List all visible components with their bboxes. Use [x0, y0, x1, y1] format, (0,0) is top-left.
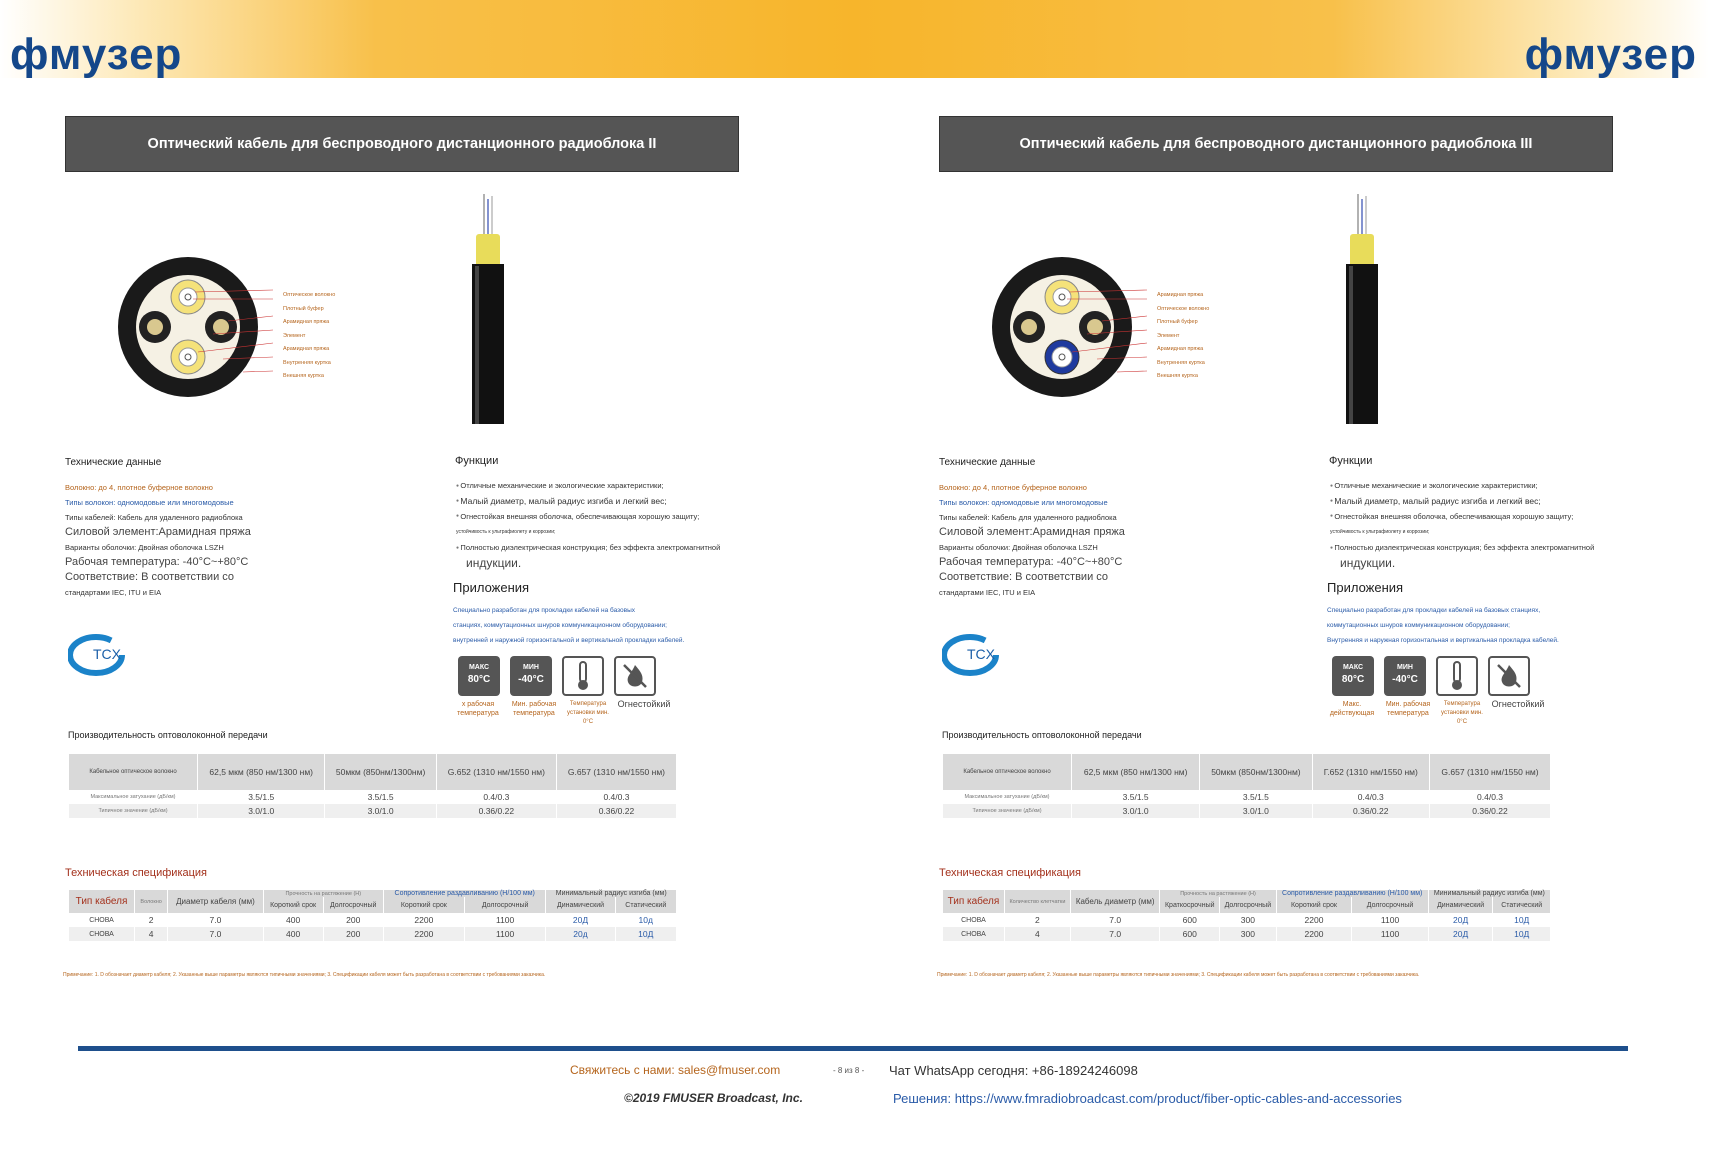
tech-data-heading: Технические данные	[939, 457, 1036, 468]
footer-contact[interactable]: Свяжитесь с нами: sales@fmuser.com	[570, 1063, 781, 1077]
cross-section-labels	[1157, 289, 1209, 384]
perf-cell: 0.4/0.3	[436, 790, 556, 804]
panel-title: Оптический кабель для беспроводного дистанционного радиоблока II	[65, 116, 739, 172]
perf-cell: 0.4/0.3	[1430, 790, 1550, 804]
spec-cell: 20Д	[1428, 913, 1493, 927]
spec-header: Волокно	[135, 890, 168, 913]
perf-header: G.652 (1310 нм/1550 нм)	[436, 754, 556, 790]
min-temp-label: Мин. рабочая температура	[511, 701, 557, 717]
spec-cell: 20д	[546, 927, 615, 941]
max-temp-label: Макс. действующая	[1329, 701, 1375, 717]
application-item: Специально разработан для прокладки кабелей на базовых станциях,	[1327, 607, 1541, 614]
functions-list	[456, 478, 720, 571]
spec-item: Рабочая температура: -40°C~+80°C	[939, 556, 1123, 568]
panel-right	[937, 114, 1617, 994]
spec-cell: 1100	[1352, 927, 1428, 941]
application-item: Внутренняя и наружная горизонтальная и вертикальная прокладка кабелей.	[1327, 637, 1559, 644]
cross-label: Арамидная пряжа	[283, 319, 330, 325]
tcx-logo: TCX	[68, 634, 130, 676]
tech-specs-list	[939, 480, 1125, 600]
functions-heading: Функции	[1329, 455, 1373, 467]
spec-cell: 2200	[383, 913, 464, 927]
thermometer-icon	[562, 656, 604, 696]
perf-cell: 0.4/0.3	[556, 790, 676, 804]
spec-subheader: Динамический	[1428, 897, 1493, 913]
perf-cell: 3.5/1.5	[198, 790, 325, 804]
spec-cell: 2	[135, 913, 168, 927]
spec-cell: 7.0	[168, 913, 263, 927]
perf-cell: 3.0/1.0	[1200, 804, 1312, 818]
functions-list	[1330, 478, 1594, 571]
applications-heading: Приложения	[453, 580, 530, 595]
spec-cell: 4	[1004, 927, 1070, 941]
spec-item: Силовой элемент:Арамидная пряжа	[939, 526, 1125, 538]
spec-table-title: Техническая спецификация	[65, 867, 208, 879]
spec-cell: 600	[1160, 913, 1220, 927]
spec-cell: 4	[135, 927, 168, 941]
applications-list	[453, 603, 684, 648]
perf-cell: 3.5/1.5	[1200, 790, 1312, 804]
perf-header: 62,5 мкм (850 нм/1300 нм)	[1072, 754, 1200, 790]
spec-item: Соответствие: В соответствии со	[65, 571, 235, 583]
spec-header: Минимальный радиус изгиба (мм)	[546, 890, 676, 897]
performance-title: Производительность оптоволоконной передачи	[68, 730, 268, 740]
cross-label: Внутренняя куртка	[283, 359, 331, 366]
function-item: ● Отличные механические и экологические характеристики;	[456, 478, 720, 494]
perf-cell: Типичное значение (дБ/км)	[69, 804, 198, 818]
perf-header: G.657 (1310 нм/1550 нм)	[556, 754, 676, 790]
spec-header: Минимальный радиус изгиба (мм)	[1428, 890, 1550, 897]
perf-cell: 3.0/1.0	[198, 804, 325, 818]
min-temp-icon: МИН -40°C	[1384, 656, 1426, 696]
performance-table	[68, 754, 676, 818]
panel-title: Оптический кабель для беспроводного дистанционного радиоблока III	[939, 116, 1613, 172]
spec-item: Типы кабелей: Кабель для удаленного радиоблока	[65, 513, 243, 522]
spec-subheader: Краткосрочный	[1160, 897, 1220, 913]
spec-item: Типы волокон: одномодовые или многомодовые	[65, 498, 234, 507]
spec-cell: 10д	[615, 913, 676, 927]
perf-cell: 0.36/0.22	[1430, 804, 1550, 818]
spec-cell: 1100	[464, 913, 546, 927]
spec-cell: 7.0	[1071, 913, 1160, 927]
feature-icons	[1332, 656, 1530, 696]
function-item: ● Малый диаметр, малый радиус изгиба и легкий вес;	[1330, 494, 1594, 509]
spec-cell: 20Д	[546, 913, 615, 927]
perf-cell: 0.36/0.22	[1312, 804, 1430, 818]
spec-cell: СНОВА	[943, 913, 1005, 927]
spec-header: Диаметр кабеля (мм)	[168, 890, 263, 913]
perf-cell: 0.36/0.22	[436, 804, 556, 818]
spec-item: Типы волокон: одномодовые или многомодовые	[939, 498, 1108, 507]
min-temp-icon: МИН -40°C	[510, 656, 552, 696]
spec-item: Силовой элемент:Арамидная пряжа	[65, 526, 251, 538]
function-item: ● Отличные механические и экологические характеристики;	[1330, 478, 1594, 494]
table-note: Примечание: 1. D обозначает диаметр кабеля; 2. Указанные выше параметры являются типичными значениями; 3. Спецификации кабеля может быть разработана в соответствии с требованиями заказчика.	[937, 972, 1420, 978]
spec-subheader: Короткий срок	[383, 897, 464, 913]
fire-resistant-icon	[1488, 656, 1530, 696]
cross-label: Плотный буфер	[1157, 319, 1198, 325]
spec-cell: 200	[323, 927, 383, 941]
cross-label: Плотный буфер	[283, 305, 324, 312]
spec-item: Варианты оболочки: Двойная оболочка LSZH	[939, 543, 1098, 552]
perf-header: 62,5 мкм (850 нм/1300 нм)	[198, 754, 325, 790]
spec-subheader: Долгосрочный	[464, 897, 546, 913]
spec-cell: СНОВА	[69, 913, 135, 927]
spec-subheader: Долгосрочный	[323, 897, 383, 913]
logo-right: фмузер	[1524, 30, 1697, 79]
spec-cell: 10Д	[1493, 927, 1550, 941]
spec-item: Рабочая температура: -40°C~+80°C	[65, 556, 249, 568]
cross-section-labels	[283, 289, 335, 384]
spec-cell: 7.0	[168, 927, 263, 941]
spec-cell: 1100	[464, 927, 546, 941]
spec-cell: 200	[323, 913, 383, 927]
spec-cell: 2200	[1276, 927, 1352, 941]
spec-cell: 20Д	[1428, 927, 1493, 941]
application-item: станциях, коммутационных шнуров коммуникационном оборудовании;	[453, 622, 667, 629]
cable-side-view-image	[1332, 194, 1392, 424]
spec-table	[942, 890, 1550, 941]
spec-cell: 7.0	[1071, 927, 1160, 941]
cross-label: Оптическое волокно	[1157, 305, 1210, 312]
cross-label: Оптическое волокно	[283, 292, 336, 298]
function-item: индукции.	[1340, 555, 1396, 570]
min-temp-label: Мин. рабочая температура	[1385, 701, 1431, 717]
fire-resistant-icon	[614, 656, 656, 696]
spec-subheader: Долгосрочный	[1220, 897, 1277, 913]
cross-label: Внутренняя куртка	[1157, 359, 1205, 366]
spec-cell: СНОВА	[943, 927, 1005, 941]
spec-header: Сопротивление раздавливанию (Н/100 мм)	[383, 890, 546, 897]
tech-specs-list	[65, 480, 251, 600]
feature-icons	[458, 656, 656, 696]
spec-item: Волокно: до 4, плотное буферное волокно	[939, 483, 1087, 492]
spec-subheader: Статический	[1493, 897, 1550, 913]
cross-label: Арамидная пряжа	[283, 346, 330, 352]
spec-cell: 400	[263, 913, 323, 927]
cable-side-view-image	[458, 194, 518, 424]
spec-subheader: Динамический	[546, 897, 615, 913]
spec-header: Прочность на растяжение (Н)	[1160, 890, 1276, 897]
perf-header: Кабельное оптическое волокно	[69, 754, 198, 790]
spec-item: стандартами IEC, ITU и EIA	[65, 588, 162, 597]
perf-header: Кабельное оптическое волокно	[943, 754, 1072, 790]
max-temp-label: х рабочая температура	[457, 701, 499, 717]
spec-cell: 300	[1220, 927, 1277, 941]
function-item: ● Полностью диэлектрическая конструкция; без эффекта электромагнитной	[456, 540, 720, 556]
spec-item: Типы кабелей: Кабель для удаленного радиоблока	[939, 513, 1117, 522]
spec-cell: 1100	[1352, 913, 1428, 927]
spec-cell: 400	[263, 927, 323, 941]
spec-header: Прочность на растяжение (Н)	[263, 890, 383, 897]
spec-item: Волокно: до 4, плотное буферное волокно	[65, 483, 213, 492]
spec-cell: 2	[1004, 913, 1070, 927]
perf-header: Г.652 (1310 нм/1550 нм)	[1312, 754, 1430, 790]
spec-subheader: Короткий срок	[263, 897, 323, 913]
perf-cell: 3.5/1.5	[1072, 790, 1200, 804]
spec-cell: 300	[1220, 913, 1277, 927]
spec-item: Варианты оболочки: Двойная оболочка LSZH	[65, 543, 224, 552]
spec-header: Тип кабеля	[69, 890, 135, 913]
cross-label: Арамидная пряжа	[1157, 346, 1204, 352]
thermometer-icon	[1436, 656, 1478, 696]
spec-cell: 2200	[383, 927, 464, 941]
function-item: ● Огнестойкая внешняя оболочка, обеспечивающая хорошую защиту;	[456, 509, 720, 525]
cross-label: Элемент	[1157, 332, 1180, 339]
spec-cell: 600	[1160, 927, 1220, 941]
fire-resistant-label: Огнестойкий	[1491, 699, 1545, 709]
spec-subheader: Долгосрочный	[1352, 897, 1428, 913]
perf-cell: 3.0/1.0	[325, 804, 436, 818]
tech-data-heading: Технические данные	[65, 457, 162, 468]
install-temp-label: Температура установки мин. 0°C	[567, 701, 609, 725]
perf-cell: Типичное значение (дБ/км)	[943, 804, 1072, 818]
spec-header: Тип кабеля	[943, 890, 1005, 913]
spec-table-title: Техническая спецификация	[939, 867, 1082, 879]
function-item: устойчивость к ультрафиолету и коррозии;	[1330, 529, 1430, 536]
application-item: внутренней и наружной горизонтальной и вертикальной прокладки кабелей.	[453, 637, 685, 644]
fire-resistant-label: Огнестойкий	[617, 699, 671, 709]
tcx-logo: TCX	[942, 634, 1004, 676]
performance-table	[942, 754, 1550, 818]
cable-cross-section-image	[987, 254, 1277, 404]
cross-label: Внешняя куртка	[283, 373, 324, 379]
panel-left	[63, 114, 743, 994]
performance-title: Производительность оптоволоконной передачи	[942, 730, 1142, 740]
logo-left: фмузер	[10, 30, 183, 79]
function-item: устойчивость к ультрафиолету и коррозии;	[456, 529, 556, 536]
function-item: индукции.	[466, 555, 522, 570]
cross-label: Элемент	[283, 332, 306, 339]
page-number: - 8 из 8 -	[833, 1066, 865, 1075]
application-item: Специально разработан для прокладки кабелей на базовых	[453, 607, 636, 614]
functions-heading: Функции	[455, 455, 499, 467]
function-item: ● Огнестойкая внешняя оболочка, обеспечивающая хорошую защиту;	[1330, 509, 1594, 525]
max-temp-icon: МАКС 80°C	[458, 656, 500, 696]
spec-subheader: Короткий срок	[1276, 897, 1352, 913]
spec-header: Кабель диаметр (мм)	[1071, 890, 1160, 913]
header-banner	[0, 0, 1709, 78]
perf-cell: 0.4/0.3	[1312, 790, 1430, 804]
max-temp-icon: МАКС 80°C	[1332, 656, 1374, 696]
install-temp-label: Температура установки мин. 0°C	[1441, 701, 1483, 725]
perf-cell: 0.36/0.22	[556, 804, 676, 818]
spec-item: стандартами IEC, ITU и EIA	[939, 588, 1036, 597]
footer-whatsapp[interactable]: Чат WhatsApp сегодня: +86-18924246098	[889, 1063, 1138, 1078]
perf-header: 50мкм (850нм/1300нм)	[1200, 754, 1312, 790]
applications-list	[1327, 603, 1559, 648]
spec-header: Сопротивление раздавливанию (Н/100 мм)	[1276, 890, 1428, 897]
cable-cross-section-image	[113, 254, 403, 404]
spec-cell: 10Д	[1493, 913, 1550, 927]
perf-cell: 3.0/1.0	[1072, 804, 1200, 818]
spec-subheader: Статический	[615, 897, 676, 913]
function-item: ● Малый диаметр, малый радиус изгиба и легкий вес;	[456, 494, 720, 509]
spec-item: Соответствие: В соответствии со	[939, 571, 1109, 583]
function-item: ● Полностью диэлектрическая конструкция; без эффекта электромагнитной	[1330, 540, 1594, 556]
cross-label: Внешняя куртка	[1157, 373, 1198, 379]
spec-cell: СНОВА	[69, 927, 135, 941]
spec-cell: 2200	[1276, 913, 1352, 927]
perf-header: G.657 (1310 нм/1550 нм)	[1430, 754, 1550, 790]
footer-copyright: ©2019 FMUSER Broadcast, Inc.	[624, 1091, 803, 1105]
perf-header: 50мкм (850нм/1300нм)	[325, 754, 436, 790]
application-item: коммутационных шнуров коммуникационном оборудовании;	[1327, 622, 1510, 629]
spec-header: Количество клетчатки	[1004, 890, 1070, 913]
footer-solutions-link[interactable]: Решения: https://www.fmradiobroadcast.com/product/fiber-optic-cables-and-accessories	[893, 1091, 1402, 1106]
cross-label: Арамидная пряжа	[1157, 292, 1204, 298]
perf-cell: Максимальное затухание (дБ/км)	[69, 790, 198, 804]
table-note: Примечание: 1. D обозначает диаметр кабеля; 2. Указанные выше параметры являются типичными значениями; 3. Спецификации кабеля может быть разработана в соответствии с требованиями заказчика.	[63, 972, 546, 978]
spec-table	[68, 890, 676, 941]
spec-cell: 10Д	[615, 927, 676, 941]
perf-cell: 3.5/1.5	[325, 790, 436, 804]
applications-heading: Приложения	[1327, 580, 1404, 595]
footer-divider	[78, 1046, 1628, 1051]
perf-cell: Максимальное затухание (дБ/км)	[943, 790, 1072, 804]
